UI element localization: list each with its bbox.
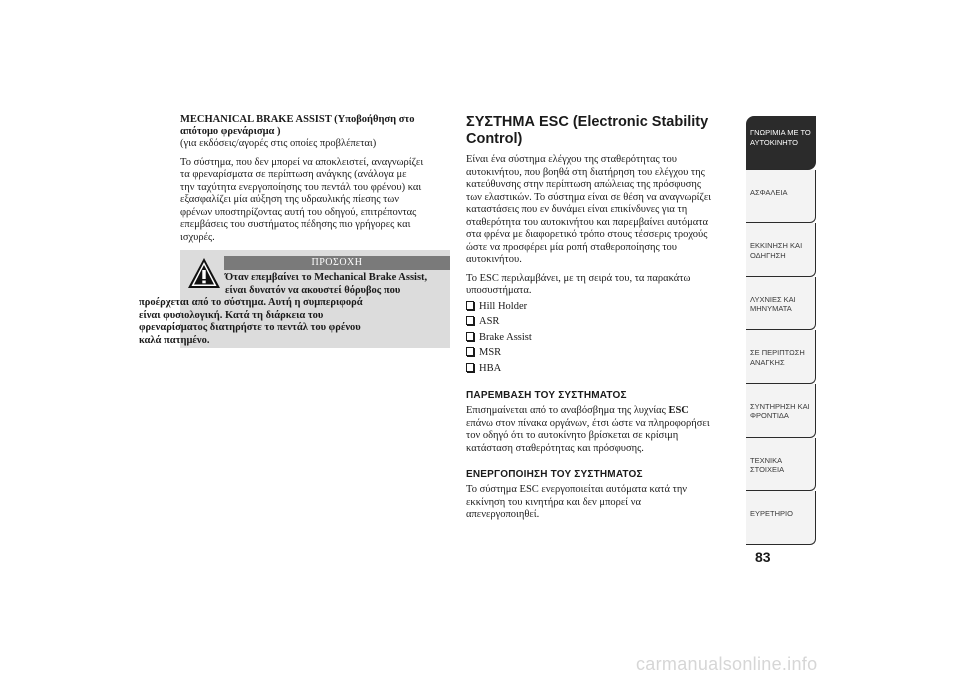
text-line: κατάσταση σταθερότητας και πρόσφυσης. <box>466 442 644 454</box>
list-item <box>466 345 738 361</box>
text-line: ισχυρές. <box>180 231 215 243</box>
text-line: την ταχύτητα ενεργοποίησης του πεντάλ του φρένου) και <box>180 181 422 193</box>
checkbox-bullet-icon <box>466 301 474 310</box>
text-line: τα φρεναρίσματα σε περίπτωση ανάγκης (ανάλογα με <box>180 169 407 180</box>
text-line: σταθερότητα του αυτοκινήτου και παρεμβαίνει αυτόματα <box>466 216 709 228</box>
text-line: ώστε να προσφέρει μία ροπή σταθεροποίησης του <box>466 241 677 253</box>
activation-heading: ΕΝΕΡΓΟΠΟΙΗΣΗ ΤΟΥ ΣΥΣΤΗΜΑΤΟΣ <box>466 469 643 480</box>
tab-maintenance[interactable]: ΣΥΝΤΗΡΗΣΗ ΚΑΙ ΦΡΟΝΤΙΔΑ <box>746 384 816 438</box>
text-line: εξασφαλίζει μία αύξηση της υδραυλικής πίεσης των <box>180 194 400 205</box>
text-line: Το σύστημα, που δεν μπορεί να αποκλειστεί, αναγνωρίζει <box>180 156 424 168</box>
list-item <box>466 330 738 346</box>
text-line: επεμβάσεις του συστήματος πέδησης πιο γρήγορες και <box>180 219 411 230</box>
text-line: στα φρένα με διαφορετικό τρόπο στους τέσσερις τροχούς <box>466 229 708 240</box>
text-line: Το ESC περιλαμβάνει, με τη σειρά του, τα παρακάτω <box>466 272 691 284</box>
text-line: είναι δυνατόν να ακουστεί θόρυβος που <box>225 284 401 296</box>
esc-includes <box>466 273 738 298</box>
text-line: υποσυστήματα. <box>466 285 532 296</box>
list-item <box>466 361 738 377</box>
list-item <box>466 299 738 315</box>
subsystem-list <box>466 299 738 377</box>
tab-technical-data[interactable]: ΤΕΧΝΙΚΑ ΣΤΟΙΧΕΙΑ <box>746 438 816 492</box>
mba-heading-line: απότομο φρενάρισμα ) <box>180 126 281 137</box>
checkbox-bullet-icon <box>466 316 474 325</box>
intervention-heading: ΠΑΡΕΜΒΑΣΗ ΤΟΥ ΣΥΣΤΗΜΑΤΟΣ <box>466 390 627 401</box>
mba-paragraph <box>180 157 450 245</box>
text-line: καταστάσεις που εν δυνάμει είναι επικίνδυνες για τη <box>466 204 688 215</box>
text-line: απενεργοποιηθεί. <box>466 509 540 520</box>
text-line: Όταν επεμβαίνει το Mechanical Brake Assist, <box>225 272 428 283</box>
tab-emergency[interactable]: ΣΕ ΠΕΡΙΠΤΩΣΗ ΑΝΑΓΚΗΣ <box>746 330 816 384</box>
watermark: carmanualsonline.info <box>636 654 818 674</box>
checkbox-bullet-icon <box>466 332 474 341</box>
text-line: αυτοκινήτου. <box>466 254 522 265</box>
tab-safety[interactable]: ΑΣΦΑΛΕΙΑ <box>746 170 816 224</box>
title-line: ΣΥΣΤΗΜΑ ESC (Electronic Stability <box>466 114 709 130</box>
text-line: εκκίνηση του κινητήρα και δεν μπορεί να <box>466 496 641 508</box>
text-line: Επισημαίνεται από το αναβόσβημα της λυχνίας <box>466 405 669 416</box>
list-item-label: MSR <box>479 347 502 358</box>
text-line: Το σύστημα ESC ενεργοποιείται αυτόματα κατά την <box>466 484 688 495</box>
mba-heading-line: MECHANICAL BRAKE ASSIST (Υποβοήθηση στο <box>180 114 415 125</box>
text-line: Είναι ένα σύστημα ελέγχου της σταθερότητας του <box>466 154 677 165</box>
page-number: 83 <box>755 549 771 565</box>
tab-index[interactable]: ΕΥΡΕΤΗΡΙΟ <box>746 491 816 545</box>
checkbox-bullet-icon <box>466 347 474 356</box>
list-item-label: ASR <box>479 316 500 327</box>
intervention-text <box>466 405 738 455</box>
tab-starting-driving[interactable]: ΕΚΚΙΝΗΣΗ ΚΑΙ ΟΔΗΓΗΣΗ <box>746 223 816 277</box>
text-line: των ελαστικών. Το σύστημα είναι σε θέση να αναγνωρίζει <box>466 191 712 203</box>
text-line: φρένων υποστηρίζοντας αυτή του οδηγού, επιτρέποντας <box>180 206 417 218</box>
list-item <box>466 314 738 330</box>
tab-getting-to-know[interactable]: ΓΝΩΡΙΜΙΑ ΜΕ ΤΟ ΑΥΤΟΚΙΝΗΤΟ <box>746 116 816 170</box>
left-column <box>180 114 450 244</box>
tab-warning-lights[interactable]: ΛΥΧΝΙΕΣ ΚΑΙ ΜΗΝΥΜΑΤΑ <box>746 277 816 331</box>
esc-lamp-label: ESC <box>668 405 689 416</box>
list-item-label: Hill Holder <box>479 300 528 312</box>
warning-box <box>139 250 450 348</box>
text-line: αυτοκινήτου, που βοηθά στη διατήρηση του ελέγχου της <box>466 166 705 178</box>
text-line: επάνω στον πίνακα οργάνων, έτσι ώστε να πληροφορήσει <box>466 417 710 429</box>
right-column <box>466 114 738 522</box>
esc-intro <box>466 154 738 267</box>
checkbox-bullet-icon <box>466 363 474 372</box>
warning-text <box>139 272 446 347</box>
list-item-label: Brake Assist <box>479 331 532 343</box>
mba-heading <box>180 114 450 138</box>
activation-text <box>466 484 738 522</box>
chapter-tabs <box>746 116 816 545</box>
text-line: είναι φυσιολογική. Κατά τη διάρκεια του <box>139 309 324 321</box>
text-line: κατεύθυνσης στην περίπτωση απώλειας της πρόσφυσης <box>466 179 701 190</box>
warning-title: ΠΡΟΣΟΧΗ <box>224 256 450 270</box>
list-item-label: HBA <box>479 362 502 374</box>
text-line: τον οδηγό ότι το αυτοκίνητο βρίσκεται σε κρίσιμη <box>466 430 679 441</box>
esc-title <box>466 114 738 148</box>
text-line: καλά πατημένο. <box>139 334 210 346</box>
text-line: φρεναρίσματος διατηρήστε το πεντάλ του φρένου <box>139 322 361 333</box>
text-line: προέρχεται από το σύστημα. Αυτή η συμπεριφορά <box>139 297 363 308</box>
mba-subnote: (για εκδόσεις/αγορές στις οποίες προβλέπεται) <box>180 138 377 149</box>
title-line: Control) <box>466 131 523 147</box>
